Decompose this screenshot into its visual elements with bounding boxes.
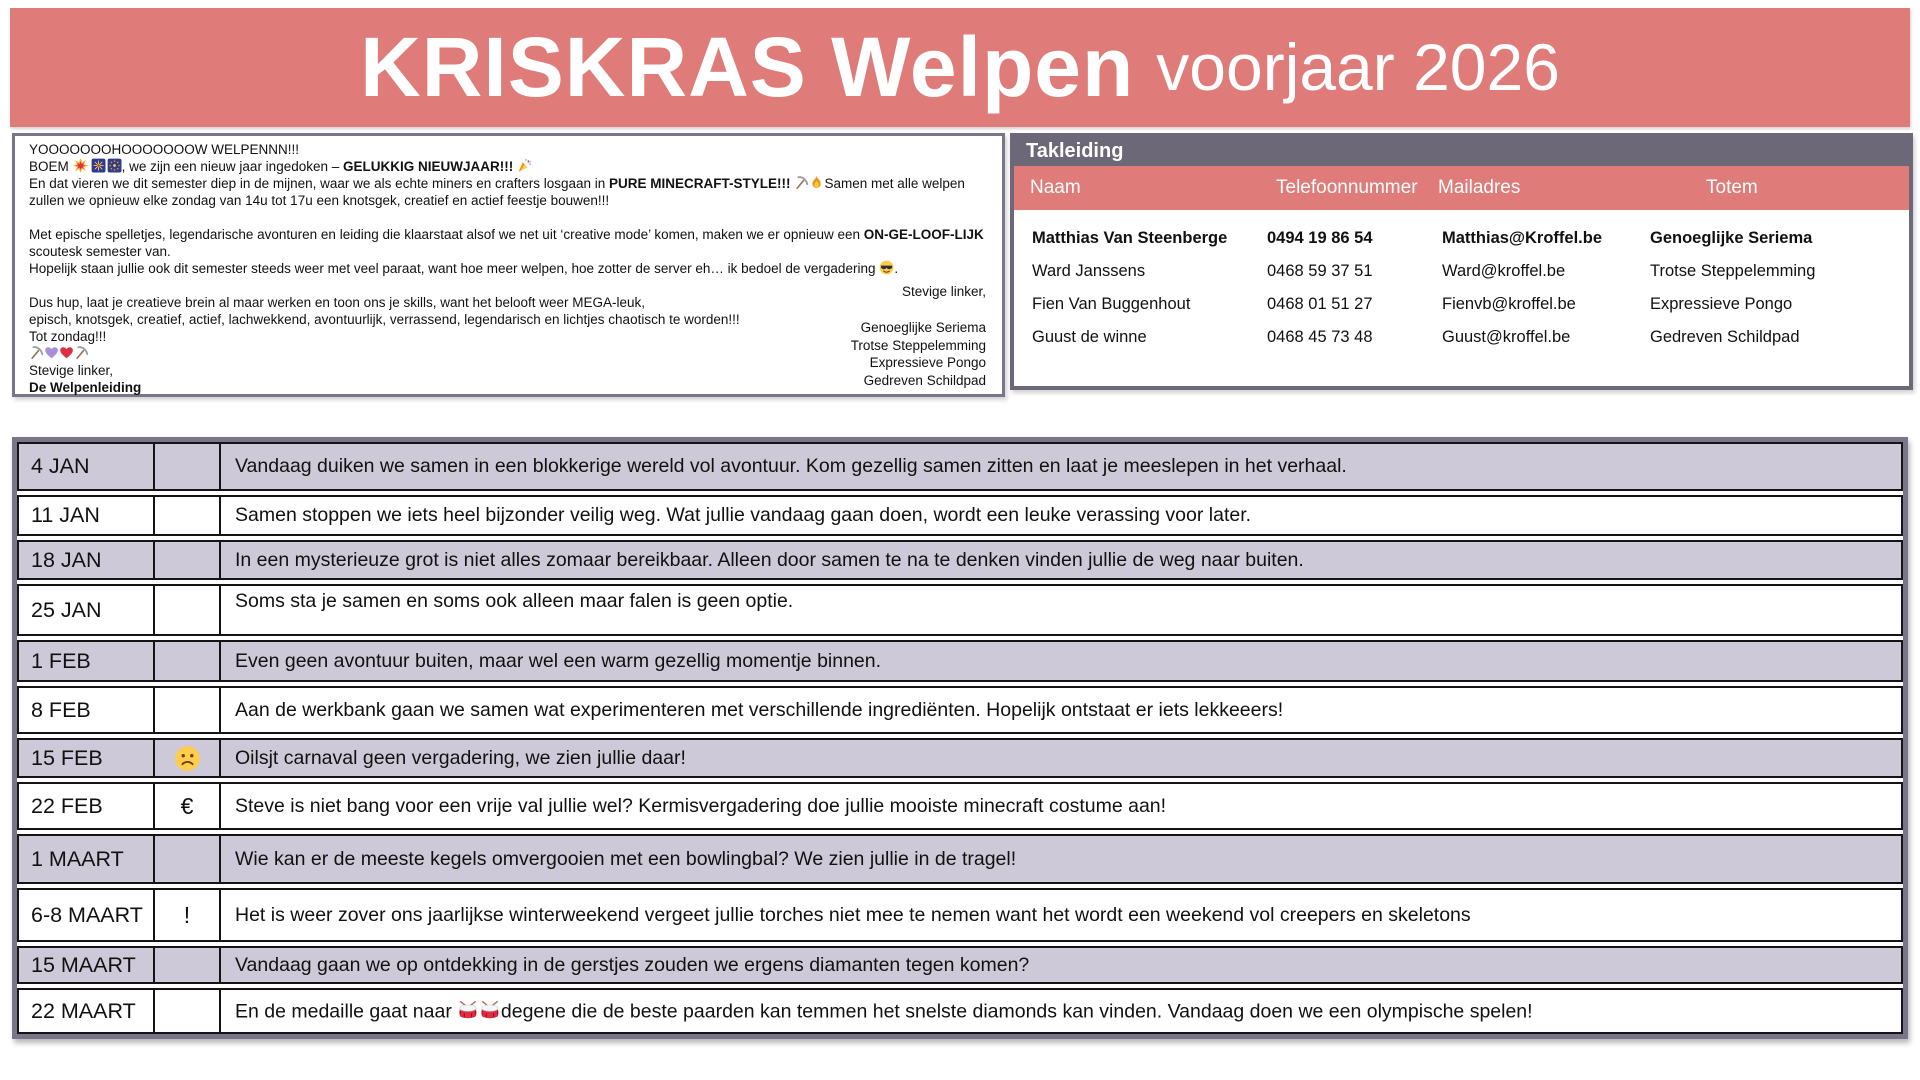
text-segment: scoutesk semester van. [29,244,171,259]
description-text [235,504,1251,527]
party-popper-icon [517,158,532,173]
marker-cell [155,586,221,634]
purple-heart-icon [44,345,59,360]
text-segment: PURE MINECRAFT-STYLE!!! [609,176,791,191]
date-cell: 11 JAN [19,497,155,534]
date-cell: 8 FEB [19,688,155,732]
leader-totem: Genoeglijke Seriema [1650,229,1813,247]
pickaxe-icon [794,175,809,190]
leader-name: Fien Van Buggenhout [1032,295,1191,313]
description-cell [221,497,1901,534]
pickaxe-icon [29,345,44,360]
text-segment: BOEM [29,159,73,174]
date-cell: 6-8 MAART [19,890,155,940]
schedule-row [17,782,1903,830]
schedule-row [17,495,1903,536]
page-subtitle: voorjaar 2026 [1156,30,1560,104]
date-cell: 22 MAART [19,990,155,1032]
text-segment: Samen stoppen we iets heel bijzonder veilig weg. Wat jullie vandaag gaan doen, wordt een leuke verassing voor later. [235,504,1252,526]
date-cell: 18 JAN [19,542,155,578]
text-segment: Het is weer zover ons jaarlijkse winterweekend vergeet jullie torches niet mee te nemen want het wordt een weekend vol creepers en skeletons [235,903,1471,926]
letter-line [29,260,988,277]
text-segment: Even geen avontuur buiten, maar wel een warm gezellig momentje binnen. [235,649,882,672]
text-segment: Stevige linker, [29,363,114,378]
date-cell: 15 MAART [19,948,155,982]
leader-email: Matthias@Kroffel.be [1442,229,1603,247]
letter-line [29,294,988,311]
text-segment: ! [183,901,191,928]
text-segment: Hopelijk staan jullie ook dit semester steeds weer met veel paraat, want hoe meer welpen, hoe zotter de server eh… ik bedoel de vergadering [29,261,880,276]
drum-icon [457,999,479,1021]
description-cell [221,740,1901,776]
description-text [235,455,1347,478]
leader-totem: Gedreven Schildpad [1650,328,1800,346]
letter-totem-list [851,319,986,389]
date-cell: 4 JAN [19,444,155,489]
description-text [235,549,1304,572]
letter-line [29,362,988,379]
leader-phone: 0494 19 86 54 [1267,229,1373,247]
description-text [235,848,1016,871]
description-text [235,747,686,770]
marker-cell [155,688,221,732]
drum-icon [479,999,501,1021]
text-segment: Steve is niet bang voor een vrije val jullie wel? Kermisvergadering doe jullie mooiste minecraft costume aan! [235,794,1167,817]
description-cell [221,444,1901,489]
marker-cell [155,990,221,1032]
text-segment: Wie kan er de meeste kegels omvergooien met een bowlingbal? We zien jullie in de tragel! [235,847,1017,870]
letter-signature-right: Stevige linker, [901,284,986,299]
letter-blank-line [29,277,988,294]
sparkler-icon [107,158,122,173]
takleiding-body [1014,210,1909,354]
leader-email: Ward@kroffel.be [1442,262,1566,280]
takleiding-title: Takleiding [1014,137,1909,166]
sunglasses-face-icon [879,260,894,275]
text-segment: episch, knotsgek, creatief, actief, lachwekkend, avontuurlijk, verrassend, legendarisch en lichtjes chaotisch te worden!!! [29,312,740,327]
schedule-row [17,946,1903,984]
schedule-row [17,888,1903,942]
leader-name: Guust de winne [1032,328,1147,346]
text-segment: Met epische spelletjes, legendarische avonturen en leiding die klaarstaat alsof we net uit ‘creative mode’ komen, maken we er opnieuw een [29,227,864,242]
table-row [1014,321,1909,354]
leader-phone: 0468 45 73 48 [1267,328,1373,346]
column-header: Naam [1030,177,1081,198]
description-cell [221,586,1901,634]
leader-totem: Trotse Steppelemming [1650,262,1816,280]
text-segment: Dus hup, laat je creatieve brein al maar werken en toon ons je skills, want het belooft weer MEGA-leuk, [29,295,646,310]
description-cell [221,890,1901,940]
schedule-row [17,834,1903,884]
letter-blank-line [29,209,988,226]
description-cell [221,784,1901,828]
description-text [235,999,1533,1023]
schedule-table [12,437,1908,1039]
text-segment: Vandaag gaan we op ontdekking in de gerstjes zouden we ergens diamanten tegen komen? [235,953,1030,976]
fireworks-icon [91,158,106,173]
text-segment: € [180,792,194,819]
totem-name: Expressieve Pongo [869,355,986,370]
page-title: KRISKRAS Welpen [360,20,1135,114]
table-row [1014,222,1909,255]
banner [10,8,1910,127]
letter-line [29,379,988,396]
explosion-icon [73,158,88,173]
letter-line [29,158,988,175]
description-text [235,954,1029,977]
marker-cell [155,740,221,776]
sad-face-icon [174,745,201,772]
takleiding-header-row [1014,166,1909,210]
takleiding-table [1010,133,1913,390]
text-segment: In een mysterieuze grot is niet alles zomaar bereikbaar. Alleen door samen te na te denken vinden jullie de weg naar buiten. [235,548,1304,571]
date-cell: 22 FEB [19,784,155,828]
date-cell: 25 JAN [19,586,155,634]
text-segment: Aan de werkbank gaan we samen wat experimenteren met verschillende ingrediënten. Hopelijk ontstaat er iets lekkeeers! [235,698,1284,721]
letter-line [29,328,988,345]
schedule-row [17,640,1903,682]
letter-line [29,345,988,362]
description-cell [221,542,1901,578]
letter-line [29,175,988,209]
column-header: Mailadres [1438,177,1521,198]
letter-line [29,226,988,260]
marker-cell [155,542,221,578]
text-segment: Oilsjt carnaval geen vergadering, we zien jullie daar! [235,746,686,769]
pickaxe-icon [74,345,89,360]
text-segment: En dat vieren we dit semester diep in de mijnen, waar we als echte miners en crafters losgaan in [29,176,610,191]
text-segment: ON-GE-LOOF-LIJK [863,227,984,242]
marker-cell [155,642,221,680]
description-cell [221,688,1901,732]
description-text [235,904,1471,927]
leader-phone: 0468 59 37 51 [1267,262,1373,280]
text-segment: Soms sta je samen en soms ook alleen maar falen is geen optie. [235,590,794,612]
text-segment: Vandaag duiken we samen in een blokkerige wereld vol avontuur. Kom gezellig samen zitten en laat je meeslepen in het verhaal. [235,455,1347,477]
text-segment: . [894,261,899,276]
leader-totem: Expressieve Pongo [1650,295,1793,313]
schedule-row [17,686,1903,734]
leader-email: Guust@kroffel.be [1442,328,1571,346]
leader-phone: 0468 01 51 27 [1267,295,1373,313]
leader-name: Matthias Van Steenberge [1032,229,1228,247]
red-heart-icon [59,345,74,360]
description-text [235,650,881,673]
marker-cell [155,948,221,982]
description-cell [221,836,1901,882]
text-segment: Tot zondag!!! [29,329,107,344]
totem-name: Gedreven Schildpad [863,372,986,388]
description-cell [221,948,1901,982]
text-segment: GELUKKIG NIEUWJAAR!!! [343,159,514,174]
marker-cell [155,836,221,882]
totem-name: Trotse Steppelemming [850,337,986,353]
letter-box [12,133,1005,397]
schedule-row [17,738,1903,778]
text-segment: , we zijn een nieuw jaar ingedoken – [121,159,344,174]
schedule-row [17,540,1903,580]
marker-cell [155,444,221,489]
letter-line [29,141,988,158]
leader-name: Ward Janssens [1032,262,1146,280]
date-cell: 1 FEB [19,642,155,680]
description-cell [221,990,1901,1032]
text-segment: En de medaille gaat naar [235,1000,458,1023]
text-segment: degene die de beste paarden kan temmen het snelste diamonds kan vinden. Vandaag doen we een olympische spelen! [500,1000,1533,1023]
schedule-row [17,584,1903,636]
text-segment: Samen met alle welpen zullen we opnieuw elke zondag van 14u tot 17u een knotsgek, creatief en actief feestje bouwen!!! [29,176,965,208]
description-text [235,590,793,613]
column-header: Telefoonnummer [1276,177,1418,198]
letter-body [29,141,988,396]
table-row [1014,255,1909,288]
date-cell: 15 FEB [19,740,155,776]
description-cell [221,642,1901,680]
schedule-row [17,442,1903,491]
marker-cell [155,497,221,534]
schedule-row [17,988,1903,1034]
column-header: Totem [1706,177,1758,198]
description-text [235,699,1283,722]
table-row [1014,288,1909,321]
totem-name: Genoeglijke Seriema [860,320,986,335]
leader-email: Fienvb@kroffel.be [1442,295,1576,313]
fire-icon [809,175,824,190]
letter-line [29,311,988,328]
text-segment: De Welpenleiding [29,380,142,395]
description-text [235,795,1166,818]
marker-cell [155,784,221,828]
text-segment: YOOOOOOOHOOOOOOOW WELPENNN!!! [29,142,300,157]
date-cell: 1 MAART [19,836,155,882]
marker-cell [155,890,221,940]
